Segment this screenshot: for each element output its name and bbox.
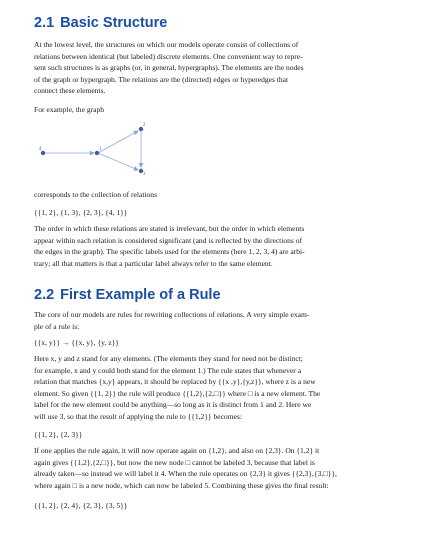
section-heading-2-1 (34, 15, 167, 31)
paragraph-intro (34, 39, 392, 97)
text-line: again gives {{1,2},{2,□}}, but now the new node □ cannot be labeled 3, because that label is (34, 457, 315, 467)
text-line: If one applies the rule again, it will now operate again on {1,2}, and also on {2,3}. On {1,2} it (34, 446, 320, 455)
graph-node-label: 2 (143, 122, 146, 127)
paragraph-here (34, 353, 392, 423)
paragraph-order (34, 223, 392, 269)
section-title: Basic Structure (60, 15, 168, 31)
text-line: ple of a rule is: (34, 321, 80, 331)
text-line: relation that matches {x,y} appears, it should be replaced by {{x ,y},{y,z}}, where z is a new (34, 377, 316, 387)
paragraph-for-example: For example, the graph (34, 105, 104, 114)
text-line: Here x, y and z stand for any elements. (The elements they stand for need not be distinct; (34, 354, 303, 363)
result-expression-1: {{1, 2}, {2, 3}} (34, 430, 83, 439)
edge-1-2 (98, 131, 138, 153)
edge-1-3 (98, 153, 138, 170)
paragraph-rule-intro (34, 309, 392, 332)
paragraph-corresponds: corresponds to the collection of relations (34, 190, 158, 199)
text-line: for example, x and y could both stand for the element 1.) The rule states that whenever a (34, 365, 302, 375)
text-line: At the lowest level, the structures on which our models operate consist of collections of (34, 40, 299, 49)
text-line: The order in which these relations are stated is irrelevant, but the order in which elements (34, 224, 305, 233)
text-line: trary; all that matters is that a particular label always refer to the same element. (34, 258, 273, 268)
text-line: The core of our models are rules for rewriting collections of relations. A very simple exam- (34, 310, 310, 319)
result-expression-2: {{1, 2}, {2, 4}, {2, 3}, {3, 5}} (34, 501, 128, 510)
text-line: appear within each relation is considered significant (and is reflected by the directions of (34, 235, 303, 245)
graph-node-label: 1 (99, 146, 102, 151)
text-line: of the graph or hypergraph. The relations are the (directed) edges or hyperedges that (34, 74, 289, 84)
section-title: First Example of a Rule (60, 287, 221, 303)
graph-node-2 (139, 127, 143, 131)
section-number: 2.1 (34, 15, 55, 31)
text-line: label for the new element could be anything—so long as it is distinct from 1 and 2. Here we (34, 400, 312, 410)
graph-node-label: 4 (39, 146, 42, 151)
relation-graph-figure (34, 120, 154, 175)
rule-expression: {{x, y}} → {{x, y}, {y, z}} (34, 338, 119, 347)
section-heading-2-2 (34, 287, 221, 303)
text-line: element. So given {{1, 2}} the rule will produce {{1,2},{2,□}} where □ is a new element. The (34, 388, 321, 398)
graph-node-1 (95, 151, 99, 155)
text-line: relations between identical (but labeled) discrete elements. One convenient way to repre- (34, 51, 303, 61)
graph-node-label: 3 (143, 171, 146, 175)
text-line: sent such structures is as graphs (or, in general, hypergraphs). The elements are the nodes (34, 63, 304, 73)
section-number: 2.2 (34, 287, 55, 303)
text-line: the edges in the graph). The specific labels used for the elements (here 1, 2, 3, 4) are arbi- (34, 247, 305, 257)
relations-expression: {{1, 2}, {1, 3}, {2, 3}, {4, 1}} (34, 208, 128, 217)
text-line: connect these elements. (34, 86, 106, 96)
text-line: will use 3, so that the result of applying the rule to {{1,2}} becomes: (34, 411, 242, 421)
text-line: already taken—so instead we will label it 4. When the rule operates on {2,3} it gives {{2,3},{3,□}}, (34, 469, 337, 479)
text-line: where again □ is a new node, which can now be labeled 5. Combining these gives the final result: (34, 480, 329, 490)
graph-node-4 (41, 151, 45, 155)
paragraph-again (34, 445, 392, 491)
